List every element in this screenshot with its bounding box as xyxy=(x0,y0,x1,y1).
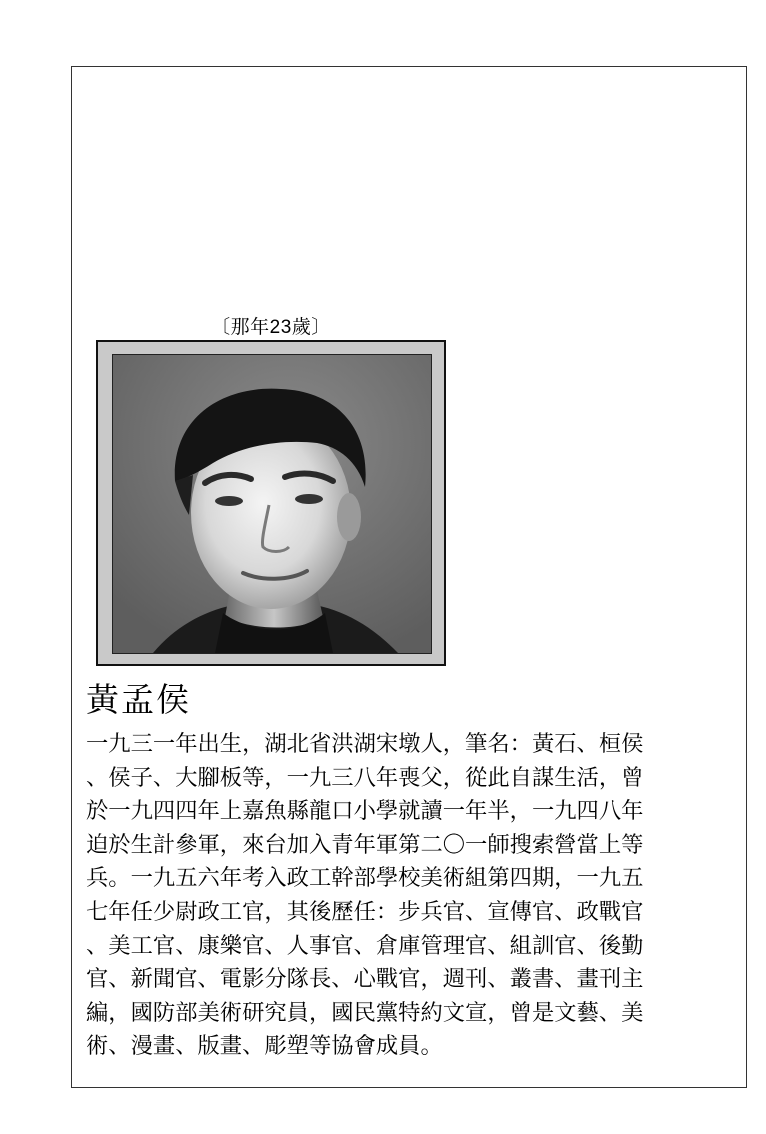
bio-line: 一九三一年出生，湖北省洪湖宋墩人，筆名：黃石、桓侯 xyxy=(86,731,644,757)
bio-line: 兵。一九五六年考入政工幹部學校美術組第四期，一九五 xyxy=(86,865,644,892)
bio-line: 、美工官、康樂官、人事官、倉庫管理官、組訓官、後勤 xyxy=(86,932,644,959)
bio-line: 於一九四四年上嘉魚縣龍口小學就讀一年半，一九四八年 xyxy=(86,798,644,825)
bio-line: 、侯子、大腳板等，一九三八年喪父，從此自謀生活，曾 xyxy=(86,764,644,791)
biography-text xyxy=(86,728,736,1064)
bio-line: 七年任少尉政工官，其後歷任：步兵官、宣傳官、政戰官 xyxy=(86,898,644,925)
portrait-photo-icon xyxy=(112,354,432,654)
bio-line: 迫於生計參軍，來台加入青年軍第二〇一師搜索營當上等 xyxy=(86,831,644,858)
photo-caption: 〔那年23歲〕 xyxy=(211,317,331,338)
photo-frame xyxy=(96,340,446,666)
bio-line: 官、新聞官、電影分隊長、心戰官，週刊、叢書、畫刊主 xyxy=(86,966,644,993)
person-name: 黃孟侯 xyxy=(86,680,191,719)
bio-line: 編，國防部美術研究員，國民黨特約文宣，曾是文藝、美 xyxy=(86,999,644,1026)
bio-line: 術、漫畫、版畫、彫塑等協會成員。 xyxy=(86,1033,443,1060)
